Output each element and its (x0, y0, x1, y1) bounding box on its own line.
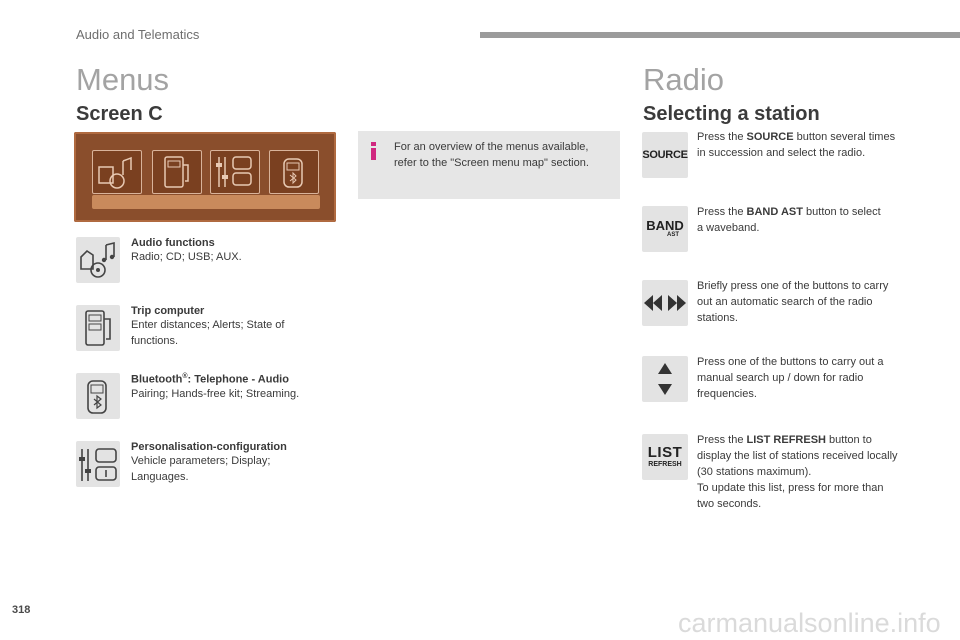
item-title (131, 373, 321, 386)
trip-computer-icon (76, 305, 120, 351)
section-header: Audio and Telematics (76, 27, 200, 42)
personalisation-icon (210, 150, 260, 194)
band-ast-button-icon (642, 206, 688, 252)
step-list-refresh (697, 432, 902, 512)
selecting-station-subtitle: Selecting a station (643, 103, 820, 125)
menu-item-personalisation (131, 441, 321, 485)
screen-c-display (74, 132, 336, 222)
step-bold: BAND AST (746, 206, 803, 218)
step-pre: Press the (697, 131, 747, 143)
step-pre: Press the (697, 206, 747, 218)
list-refresh-button-icon (642, 434, 688, 480)
item-title-prefix: Bluetooth (131, 373, 183, 386)
item-text: Vehicle parameters; Display; Languages. (131, 455, 271, 483)
step-post: button to select a waveband. (697, 206, 881, 234)
step-post: button to display the list of stations received locally (30 stations maximum). (697, 434, 898, 478)
step-source (697, 129, 897, 161)
item-title: Trip computer (131, 305, 205, 317)
step-pre: Press the (697, 434, 747, 446)
menu-item-trip-computer (131, 305, 321, 349)
ast-label: AST (667, 232, 679, 238)
source-label: SOURCE (642, 149, 688, 161)
audio-functions-icon (92, 150, 142, 194)
step-auto-search: Briefly press one of the buttons to carry out an automatic search of the radio stations. (697, 280, 889, 324)
bluetooth-telephone-icon (269, 150, 319, 194)
item-text: Radio; CD; USB; AUX. (131, 251, 242, 263)
trip-computer-icon (152, 150, 202, 194)
item-title: Audio functions (131, 237, 215, 249)
item-title: Personalisation-configuration (131, 441, 287, 453)
personalisation-icon (76, 441, 120, 487)
page-number: 318 (12, 604, 31, 616)
info-text: For an overview of the menus available, refer to the "Screen menu map" section. (394, 141, 589, 169)
watermark: carmanualsonline.info (678, 608, 941, 638)
menus-title: Menus (76, 62, 170, 97)
seek-buttons-icon (642, 280, 688, 326)
audio-functions-icon (76, 237, 120, 283)
info-icon (370, 142, 378, 160)
registered-mark: ® (182, 373, 188, 380)
radio-title: Radio (643, 62, 724, 97)
band-label: BAND (646, 218, 684, 233)
menu-item-bluetooth (131, 373, 321, 402)
refresh-label: REFRESH (648, 460, 682, 468)
step-extra: To update this list, press for more than two seconds. (697, 482, 884, 510)
item-title-suffix: : Telephone - Audio (187, 373, 289, 386)
step-manual-search: Press one of the buttons to carry out a manual search up / down for radio frequencies. (697, 356, 884, 400)
screen-selection-bar (92, 195, 320, 209)
list-label: LIST (647, 443, 683, 461)
step-bold: SOURCE (746, 131, 794, 143)
item-text: Pairing; Hands-free kit; Streaming. (131, 387, 300, 400)
source-button-icon (642, 132, 688, 178)
manual-search-buttons-icon (642, 356, 688, 402)
menu-item-audio (131, 237, 321, 265)
step-bold: LIST REFRESH (746, 434, 826, 446)
step-post: button several times in succession and select the radio. (697, 131, 896, 159)
item-text: Enter distances; Alerts; State of functions. (131, 319, 285, 347)
screen-c-subtitle: Screen C (76, 103, 163, 125)
step-band (697, 204, 887, 236)
header-rule (480, 32, 960, 38)
bluetooth-telephone-icon (76, 373, 120, 419)
